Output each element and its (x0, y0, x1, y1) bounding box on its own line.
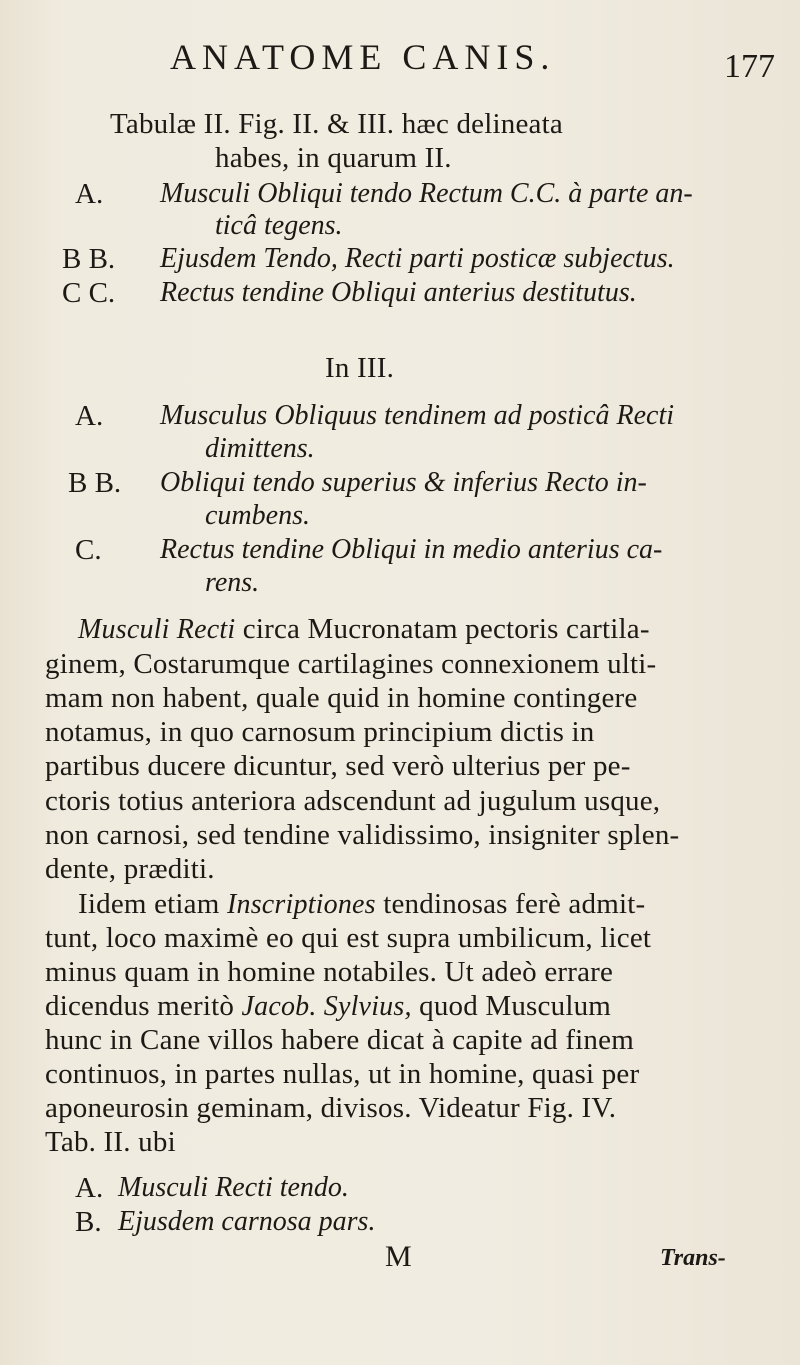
paragraph-line (78, 888, 645, 921)
paragraph-line (45, 990, 611, 1023)
page-number: 177 (724, 48, 775, 85)
signature-mark: M (385, 1240, 412, 1273)
section-heading: In III. (325, 352, 395, 384)
paragraph-line: notamus, in quo carnosum principium dictis in (45, 716, 595, 748)
paragraph-line: partibus ducere dicuntur, sed verò ulterius per pe- (45, 750, 631, 782)
legend-label: B. (75, 1206, 102, 1238)
legend-text: Ejusdem Tendo, Recti parti posticæ subjectus. (160, 243, 675, 274)
paragraph-line: dente, præditi. (45, 853, 215, 885)
paragraph-text: dicendus meritò (45, 990, 242, 1022)
legend-text: Musculi Recti tendo. (118, 1172, 349, 1203)
legend-text: Musculus Obliquus tendinem ad posticâ Recti (160, 400, 675, 431)
legend-label: B B. (62, 243, 116, 275)
paragraph-text: tendinosas ferè admit- (375, 888, 646, 920)
legend-text: Rectus tendine Obliqui anterius destitutus. (160, 277, 637, 308)
legend-label: A. (75, 178, 104, 210)
paragraph-text: Iidem etiam (78, 888, 227, 920)
legend-text: Rectus tendine Obliqui in medio anterius ca- (160, 534, 663, 565)
legend-text: Obliqui tendo superius & inferius Recto in- (160, 467, 647, 498)
paragraph-line (78, 613, 650, 646)
paragraph-line: continuos, in partes nullas, ut in homine, quasi per (45, 1058, 640, 1090)
legend-text: cumbens. (205, 500, 310, 531)
paragraph-italic: Inscriptiones (226, 889, 376, 920)
legend-label: C. (75, 534, 102, 566)
legend-text: dimittens. (205, 433, 315, 464)
running-head: ANATOME CANIS. (170, 37, 556, 77)
legend-text: Ejusdem carnosa pars. (118, 1206, 376, 1237)
legend-text: Musculi Obliqui tendo Rectum C.C. à parte an- (160, 178, 693, 209)
legend-label: A. (75, 1172, 104, 1204)
paragraph-line: aponeurosin geminam, divisos. Videatur Fig. IV. (45, 1092, 617, 1124)
legend-label: A. (75, 400, 104, 432)
paragraph-line: non carnosi, sed tendine validissimo, insigniter splen- (45, 819, 680, 851)
intro-line-1: Tabulæ II. Fig. II. & III. hæc delineata (110, 108, 563, 140)
paragraph-line: Tab. II. ubi (45, 1126, 176, 1158)
paragraph-line: mam non habent, quale quid in homine contingere (45, 682, 638, 714)
paragraph-line: ginem, Costarumque cartilagines connexionem ulti- (45, 648, 657, 680)
paragraph-text: quod Musculum (411, 990, 612, 1022)
catchword: Trans- (660, 1245, 726, 1271)
legend-label: B B. (68, 467, 122, 499)
paragraph-line: tunt, loco maximè eo qui est supra umbilicum, licet (45, 922, 652, 954)
paragraph-line: minus quam in homine notabiles. Ut adeò errare (45, 956, 614, 988)
paragraph-line: ctoris totius anteriora adscendunt ad jugulum usque, (45, 785, 661, 817)
legend-label: C C. (62, 277, 116, 309)
page-header (0, 36, 800, 85)
legend-text: ticâ tegens. (215, 210, 343, 241)
intro-line-2: habes, in quarum II. (215, 142, 452, 174)
paragraph-line: hunc in Cane villos habere dicat à capite ad finem (45, 1024, 634, 1056)
paragraph-italic: Musculi Recti (78, 614, 236, 645)
paragraph-italic: Jacob. Sylvius, (241, 991, 412, 1022)
legend-text: rens. (205, 567, 260, 598)
paragraph-text: circa Mucronatam pectoris cartila- (235, 613, 650, 645)
